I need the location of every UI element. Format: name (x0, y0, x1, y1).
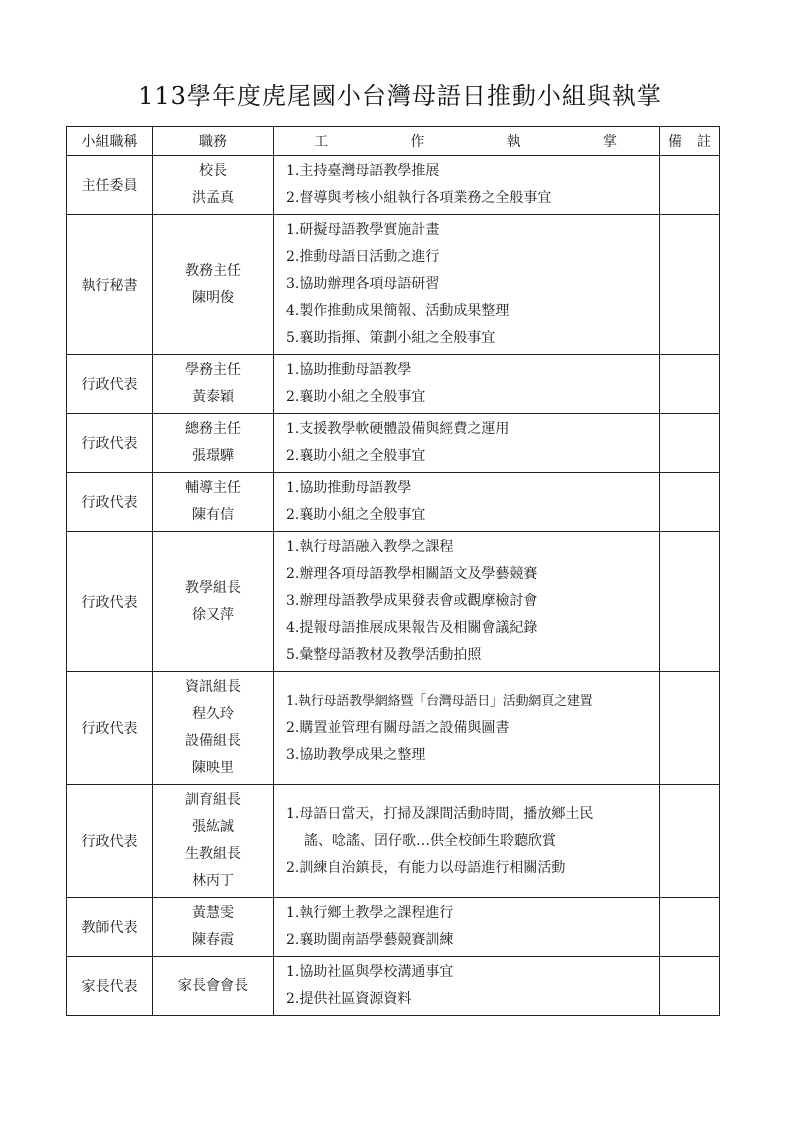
role-line: 黃慧雯 (192, 905, 234, 921)
duty-line: 2.襄助小組之全般事宜 (286, 389, 426, 405)
note-cell (660, 215, 720, 355)
role-cell (153, 785, 274, 898)
role-line: 徐又萍 (192, 606, 234, 623)
page-title: 113學年度虎尾國小台灣母語日推動小組與執掌 (138, 82, 662, 110)
duty-line: 2.襄助小組之全般事宜 (286, 507, 426, 523)
duty-line: 5.彙整母語教材及教學活動拍照 (286, 647, 482, 663)
group-cell: 教師代表 (67, 898, 153, 957)
role-line: 校長 (199, 163, 227, 179)
duty-line: 1.支援教學軟硬體設備與經費之運用 (286, 421, 510, 437)
role-line: 陳明俊 (192, 289, 234, 306)
header-work-char: 掌 (602, 134, 617, 150)
group-cell: 家長代表 (67, 957, 153, 1016)
table-row (67, 672, 720, 785)
note-cell (660, 156, 720, 215)
header-work-char: 作 (410, 134, 425, 150)
role-line: 陳映里 (192, 760, 234, 776)
table-row (67, 414, 720, 473)
role-line: 總務主任 (185, 421, 241, 437)
table-header-row (67, 127, 720, 156)
duty-line: 1.執行鄉土教學之課程進行 (286, 905, 454, 921)
duty-line: 1.研擬母語教學實施計畫 (286, 222, 440, 238)
role-cell (153, 414, 274, 473)
duty-cell (274, 532, 660, 672)
header-note (660, 127, 720, 156)
duty-line: 1.執行母語教學網絡暨「台灣母語日」活動網頁之建置 (286, 693, 593, 709)
role-cell (153, 156, 274, 215)
note-cell (660, 898, 720, 957)
role-line: 訓育組長 (185, 792, 241, 808)
duty-line: 1.協助推動母語教學 (286, 480, 412, 496)
role-line: 陳春霞 (192, 932, 234, 948)
note-cell (660, 355, 720, 414)
table-row (67, 355, 720, 414)
duty-cell (274, 215, 660, 355)
header-note-char: 註 (697, 134, 711, 150)
role-cell (153, 215, 274, 355)
duty-table (66, 126, 720, 1016)
duty-line: 1.協助推動母語教學 (286, 362, 412, 378)
group-cell: 行政代表 (67, 355, 153, 414)
duty-line: 1.主持臺灣母語教學推展 (286, 163, 440, 179)
note-cell (660, 672, 720, 785)
duty-cell (274, 898, 660, 957)
duty-cell (274, 473, 660, 532)
note-cell (660, 785, 720, 898)
duty-line: 2.購置並管理有關母語之設備與圖書 (286, 719, 510, 736)
group-cell: 行政代表 (67, 473, 153, 532)
duty-cell (274, 414, 660, 473)
group-cell: 行政代表 (67, 672, 153, 785)
table-row (67, 473, 720, 532)
role-cell (153, 532, 274, 672)
duty-line: 3.辦理母語教學成果發表會或觀摩檢討會 (286, 593, 538, 609)
role-line: 資訊組長 (185, 679, 241, 695)
role-line: 教務主任 (185, 262, 241, 279)
header-work-char: 工 (314, 134, 328, 150)
table-row (67, 532, 720, 672)
duty-line: 2.襄助小組之全般事宜 (286, 448, 426, 464)
role-cell (153, 355, 274, 414)
role-line: 家長會會長 (178, 977, 248, 994)
duty-line: 2.辦理各項母語教學相關語文及學藝競賽 (286, 566, 538, 582)
table-row (67, 215, 720, 355)
role-line: 張璟驊 (192, 448, 234, 464)
role-line: 設備組長 (185, 733, 241, 749)
duty-line: 5.襄助指揮、策劃小組之全般事宜 (286, 330, 496, 346)
duty-line: 1.母語日當天，打掃及課間活動時間，播放鄉土民 (286, 805, 594, 822)
role-cell (153, 473, 274, 532)
duty-line: 2.襄助閩南語學藝競賽訓練 (286, 932, 454, 948)
header-group: 小組職稱 (67, 127, 153, 156)
role-line: 陳有信 (192, 507, 234, 523)
duty-cell (274, 672, 660, 785)
note-cell (660, 473, 720, 532)
note-cell (660, 414, 720, 473)
duty-line: 2.推動母語日活動之進行 (286, 249, 440, 265)
duty-line: 1.執行母語融入教學之課程 (286, 539, 454, 555)
duty-line: 4.提報母語推展成果報告及相關會議紀錄 (286, 620, 538, 636)
role-line: 生教組長 (185, 846, 241, 862)
group-cell: 行政代表 (67, 785, 153, 898)
role-cell (153, 672, 274, 785)
duty-line: 2.訓練自治鎮長，有能力以母語進行相關活動 (286, 859, 566, 876)
role-line: 林丙丁 (192, 873, 234, 889)
duty-cell (274, 957, 660, 1016)
header-work-char: 執 (506, 134, 521, 150)
role-line: 輔導主任 (185, 480, 241, 496)
table-row (67, 957, 720, 1016)
duty-line: 4.製作推動成果簡報、活動成果整理 (286, 303, 510, 319)
duty-line: 3.協助教學成果之整理 (286, 746, 426, 763)
table-row (67, 156, 720, 215)
header-role: 職務 (153, 127, 274, 156)
role-line: 洪孟真 (192, 190, 234, 206)
role-line: 學務主任 (185, 362, 241, 378)
duty-line: 3.協助辦理各項母語研習 (286, 276, 440, 292)
duty-cell (274, 156, 660, 215)
group-cell: 執行秘書 (67, 215, 153, 355)
role-cell (153, 957, 274, 1016)
group-cell: 行政代表 (67, 414, 153, 473)
note-cell (660, 957, 720, 1016)
role-line: 程久玲 (192, 706, 234, 722)
group-cell: 行政代表 (67, 532, 153, 672)
table-row (67, 898, 720, 957)
header-note-char: 備 (668, 134, 682, 150)
role-cell (153, 898, 274, 957)
role-line: 教學組長 (185, 579, 241, 596)
duty-cell (274, 355, 660, 414)
duty-line: 謠、唸謠、囝仔歌…供全校師生聆聽欣賞 (304, 832, 556, 849)
duty-line: 2.提供社區資源資料 (286, 991, 412, 1007)
group-cell: 主任委員 (67, 156, 153, 215)
role-line: 黃泰穎 (192, 389, 234, 405)
duty-cell (274, 785, 660, 898)
role-line: 張紘誠 (192, 819, 234, 835)
duty-line: 2.督導與考核小組執行各項業務之全般事宜 (286, 190, 552, 206)
duty-line: 1.協助社區與學校溝通事宜 (286, 964, 454, 980)
header-work (274, 127, 660, 156)
note-cell (660, 532, 720, 672)
table-row (67, 785, 720, 898)
